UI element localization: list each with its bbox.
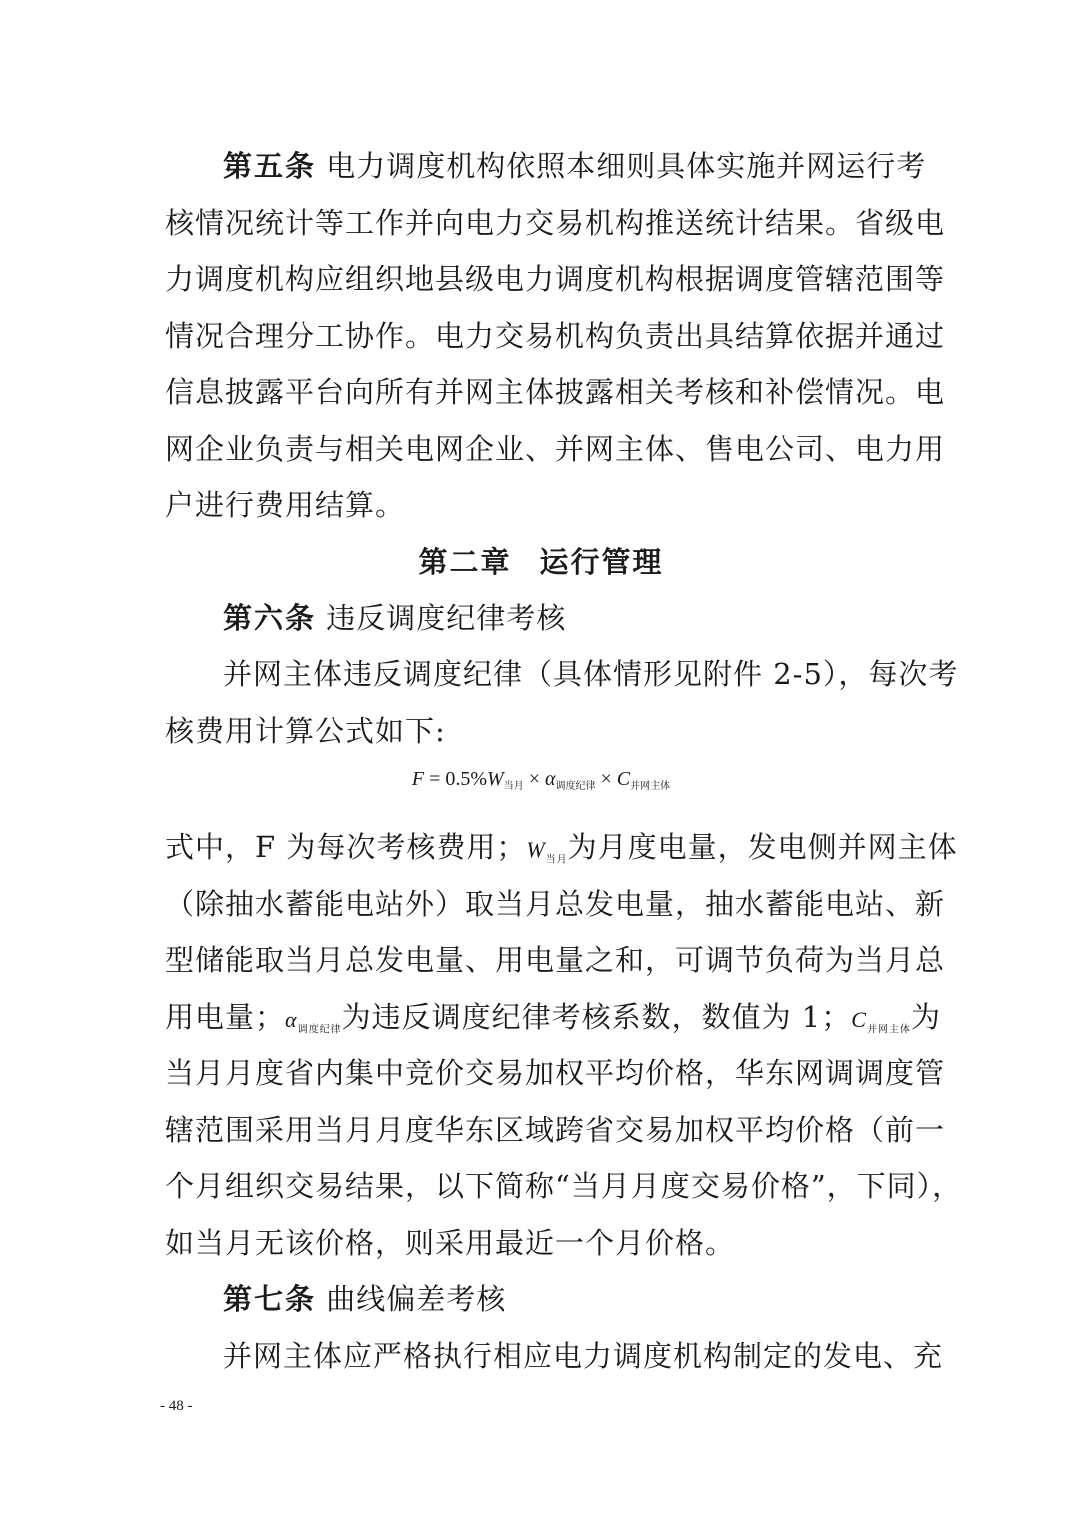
fee-formula: $F = 0.5\%W_{当月} \times \alpha_{调度纪律} \times C_{并网主体}$ <box>411 768 671 792</box>
article5-line-3: 力调度机构应组织地县级电力调度机构根据调度管辖范围等 <box>165 262 946 296</box>
alpha-variable: $\alpha_{调度纪律}$ <box>285 1006 342 1035</box>
document-page <box>165 138 963 1384</box>
article5-line-6: 网企业负责与相关电网企业、并网主体、售电公司、电力用 <box>165 431 946 466</box>
article5-line-2: 核情况统计等工作并向电力交易机构推送统计结果。省级电 <box>165 205 946 240</box>
page-number: - 48 - <box>160 1398 193 1414</box>
article6-heading: 第六条 <box>223 600 317 635</box>
article7-heading-line <box>165 1271 917 1328</box>
article6-heading-line <box>165 590 917 647</box>
chapter-heading: 第二章 运行管理 <box>418 544 664 579</box>
article5-line-5: 信息披露平台向所有并网主体披露相关考核和补偿情况。电 <box>165 375 946 409</box>
article7-para-line-1: 并网主体应严格执行相应电力调度机构制定的发电、充 <box>223 1338 944 1373</box>
w-variable: $W_{当月}$ <box>526 837 568 866</box>
explain-line-6: 辖范围采用当月月度华东区域跨省交易加权平均价格（前一 <box>165 1112 946 1147</box>
explain-line-1: 式中，F 为每次考核费用；$W_{当月}$为月度电量，发电侧并网主体 <box>165 830 958 866</box>
article6-para-line-2: 核费用计算公式如下: <box>165 713 446 748</box>
article5-line-7: 户进行费用结算。 <box>165 488 406 522</box>
explain-line-8: 如当月无该价格，则采用最近一个月价格。 <box>165 1225 736 1260</box>
article7-heading: 第七条 <box>223 1282 317 1316</box>
explain-line-4: 用电量；$\alpha_{调度纪律}$为违反调度纪律考核系数，数值为 1；$C_{并网主体}$为 <box>165 999 941 1035</box>
article5-line-4: 情况合理分工协作。电力交易机构负责出具结算依据并通过 <box>165 318 946 353</box>
article6-para-line-1: 并网主体违反调度纪律（具体情形见附件 2-5），每次考 <box>223 657 959 691</box>
article6-title: 违反调度纪律考核 <box>326 600 567 635</box>
article7-title: 曲线偏差考核 <box>326 1282 507 1316</box>
article5-line-1: 第五条 电力调度机构依照本细则具体实施并网运行考 <box>223 149 927 183</box>
explain-line-7: 个月组织交易结果，以下简称“当月月度交易价格”，下同）， <box>165 1169 963 1203</box>
explain-line-5: 当月月度省内集中竞价交易加权平均价格，华东网调调度管 <box>165 1056 946 1090</box>
article5-heading: 第五条 <box>223 149 317 183</box>
explain-line-2: （除抽水蓄能电站外）取当月总发电量，抽水蓄能电站、新 <box>165 886 946 921</box>
explain-line-3: 型储能取当月总发电量、用电量之和，可调节负荷为当月总 <box>165 943 946 977</box>
c-variable: $C_{并网主体}$ <box>851 1006 911 1035</box>
